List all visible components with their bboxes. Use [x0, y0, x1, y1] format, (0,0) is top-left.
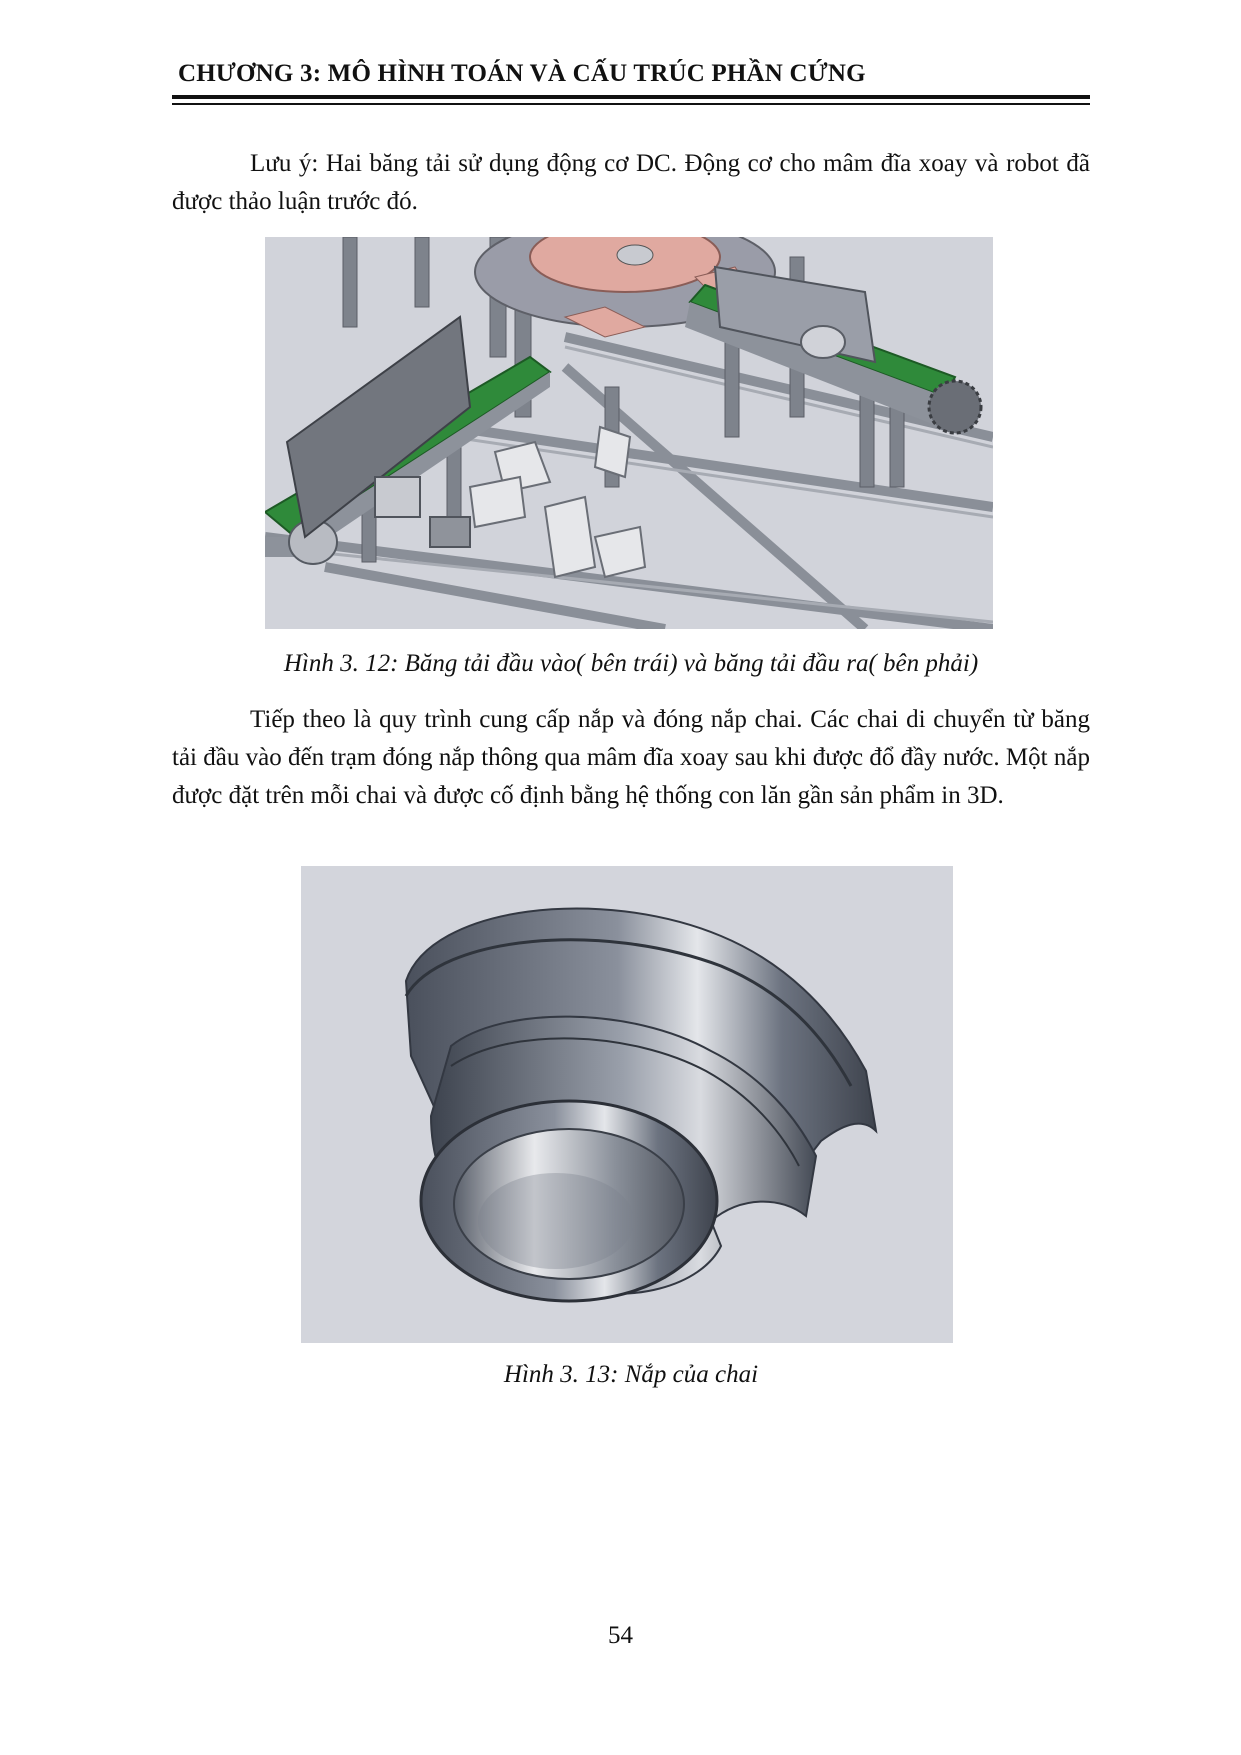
process-paragraph — [172, 701, 1090, 815]
note-paragraph — [172, 145, 1090, 221]
note-paragraph-text: Lưu ý: Hai băng tải sử dụng động cơ DC. Động cơ cho mâm đĩa xoay và robot đã được thảo luận trước đó. — [172, 150, 1090, 215]
chapter-header-title: CHƯƠNG 3: MÔ HÌNH TOÁN VÀ CẤU TRÚC PHẦN CỨNG — [178, 60, 866, 87]
header-rule-thin — [172, 103, 1090, 105]
page-number: 54 — [608, 1622, 633, 1649]
figure-3-12-caption: Hình 3. 12: Băng tải đầu vào( bên trái) và băng tải đầu ra( bên phải) — [283, 650, 979, 677]
bottle-cap-figure — [301, 866, 953, 1343]
conveyor-assembly-figure — [265, 237, 993, 629]
bottle-cap-render — [301, 866, 953, 1343]
header-rule-thick — [172, 95, 1090, 99]
figure-3-13-caption: Hình 3. 13: Nắp của chai — [503, 1361, 759, 1388]
process-paragraph-text: Tiếp theo là quy trình cung cấp nắp và đóng nắp chai. Các chai di chuyển từ băng tải đầu vào đến trạm đóng nắp thông qua mâm đĩa xoay sau khi được đổ đầy nước. Một nắp được đặt trên mỗi chai và được cố định bằng hệ thống con lăn gần sản phẩm in 3D. — [172, 706, 1090, 809]
conveyor-assembly-render — [265, 237, 993, 629]
